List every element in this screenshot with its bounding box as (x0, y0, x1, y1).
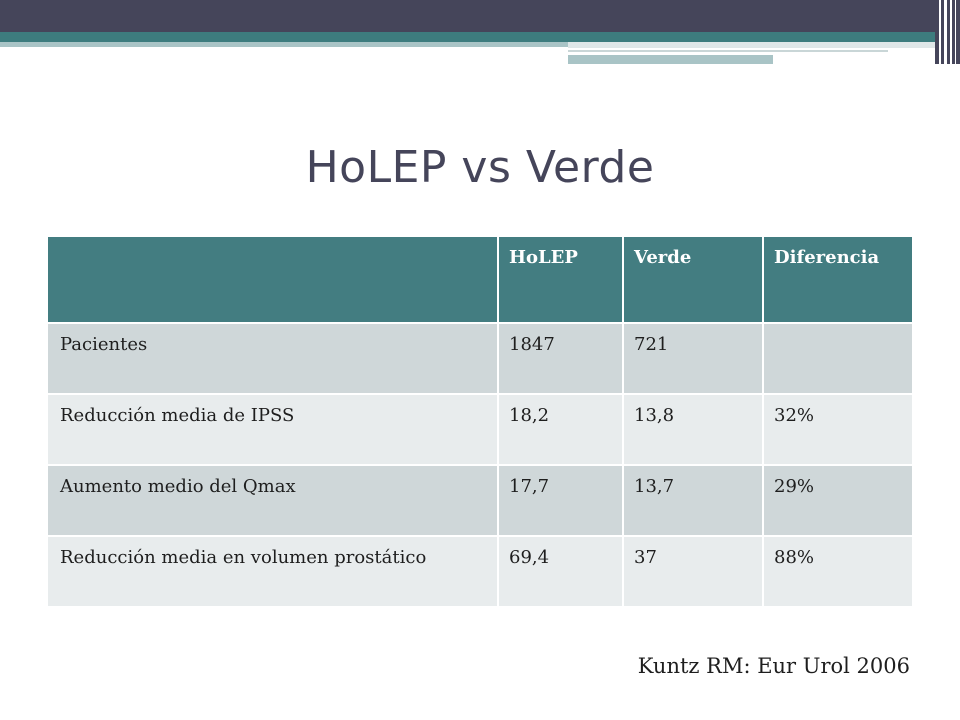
table-row (48, 394, 912, 465)
row-label: Reducción media de IPSS (48, 394, 498, 465)
banner-light-stripe (568, 42, 935, 48)
diferencia-value: 29% (763, 465, 912, 536)
comparison-table (48, 237, 912, 608)
banner-thin-line (568, 50, 888, 52)
header-cell-holep: HoLEP (498, 237, 623, 323)
holep-value: 17,7 (498, 465, 623, 536)
table-row (48, 465, 912, 536)
verde-value: 13,8 (623, 394, 763, 465)
holep-value: 18,2 (498, 394, 623, 465)
banner-teal-stripe (0, 32, 935, 42)
table-row (48, 536, 912, 607)
header-cell-diferencia: Diferencia (763, 237, 912, 323)
slide-title: HoLEP vs Verde (305, 142, 655, 193)
diferencia-value: 32% (763, 394, 912, 465)
diferencia-value (763, 323, 912, 394)
row-label: Pacientes (48, 323, 498, 394)
table-row (48, 323, 912, 394)
verde-value: 13,7 (623, 465, 763, 536)
top-decorative-banner (0, 0, 960, 64)
row-label: Reducción media en volumen prostático (48, 536, 498, 607)
holep-value: 69,4 (498, 536, 623, 607)
row-label: Aumento medio del Qmax (48, 465, 498, 536)
holep-value: 1847 (498, 323, 623, 394)
verde-value: 37 (623, 536, 763, 607)
banner-vertical-stripes (935, 0, 960, 64)
verde-value: 721 (623, 323, 763, 394)
banner-pale-stripe (0, 42, 568, 47)
banner-dark-stripe (0, 0, 935, 32)
citation-text: Kuntz RM: Eur Urol 2006 (637, 654, 910, 678)
banner-pale-block (568, 55, 773, 64)
diferencia-value: 88% (763, 536, 912, 607)
table-header-row (48, 237, 912, 323)
header-cell-empty (48, 237, 498, 323)
header-cell-verde: Verde (623, 237, 763, 323)
